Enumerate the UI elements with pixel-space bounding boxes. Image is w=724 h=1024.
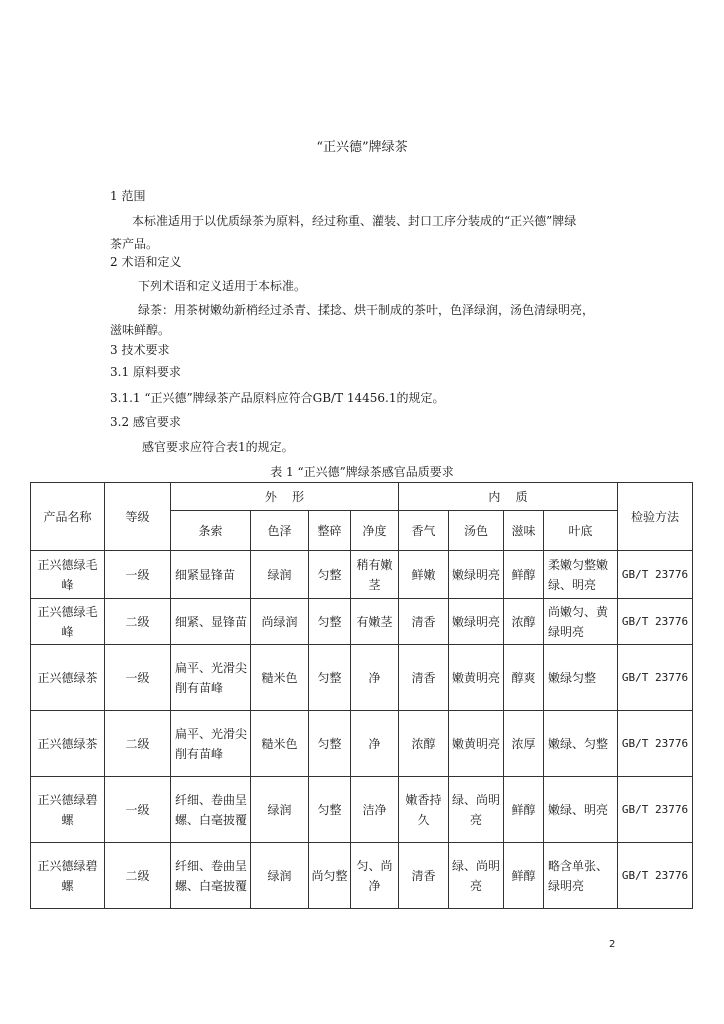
cell-yedi: 嫩绿、匀整 — [544, 711, 618, 777]
cell-jingdu: 洁净 — [351, 777, 399, 843]
header-ziwei: 滋味 — [504, 511, 544, 551]
cell-tiaosuo: 纤细、卷曲呈螺、白毫披覆 — [171, 777, 251, 843]
cell-jingdu: 净 — [351, 645, 399, 711]
cell-product: 正兴德绿茶 — [31, 645, 105, 711]
cell-zhengsui: 匀整 — [309, 645, 351, 711]
cell-method: GB/T 23776 — [618, 551, 693, 599]
header-zhengsui: 整碎 — [309, 511, 351, 551]
cell-jingdu: 匀、尚净 — [351, 843, 399, 909]
definition-line-2: 滋味鲜醇。 — [110, 323, 171, 337]
cell-tangse: 嫩黄明亮 — [449, 645, 504, 711]
page-number: 2 — [609, 939, 616, 950]
header-grade: 等级 — [105, 483, 171, 551]
document-title: “正兴德”牌绿茶 — [316, 140, 408, 155]
cell-grade: 一级 — [105, 645, 171, 711]
cell-sezhe: 绿润 — [251, 843, 309, 909]
section-3-heading: 3 技术要求 — [110, 343, 170, 357]
section-1-body-line-1: 本标准适用于以优质绿茶为原料，经过称重、灌装、封口工序分装成的“正兴德”牌绿 — [132, 214, 577, 228]
cell-ziwei: 鲜醇 — [504, 843, 544, 909]
section-3-1-1: 3.1.1 “正兴德”牌绿茶产品原料应符合GB/T 14456.1的规定。 — [110, 391, 445, 405]
header-inner-quality: 内 质 — [399, 483, 618, 511]
header-jingdu: 净度 — [351, 511, 399, 551]
cell-product: 正兴德绿茶 — [31, 711, 105, 777]
cell-tangse: 嫩黄明亮 — [449, 711, 504, 777]
cell-ziwei: 醇爽 — [504, 645, 544, 711]
cell-tiaosuo: 细紧显锋苗 — [171, 551, 251, 599]
header-sezhe: 色泽 — [251, 511, 309, 551]
cell-yedi: 柔嫩匀整嫩绿、明亮 — [544, 551, 618, 599]
cell-xiangqi: 浓醇 — [399, 711, 449, 777]
cell-yedi: 嫩绿匀整 — [544, 645, 618, 711]
cell-sezhe: 糙米色 — [251, 645, 309, 711]
cell-jingdu: 净 — [351, 711, 399, 777]
section-2-body: 下列术语和定义适用于本标准。 — [138, 279, 307, 293]
table-row — [31, 599, 693, 645]
table-row — [31, 645, 693, 711]
definition-line-1: 绿茶：用茶树嫩幼新梢经过杀青、揉捻、烘干制成的茶叶，色泽绿润，汤色清绿明亮， — [138, 303, 595, 317]
section-1-body-line-2: 茶产品。 — [110, 237, 159, 251]
section-3-1-heading: 3.1 原料要求 — [110, 365, 181, 379]
section-3-2-heading: 3.2 感官要求 — [110, 415, 181, 429]
cell-method: GB/T 23776 — [618, 711, 693, 777]
header-xiangqi: 香气 — [399, 511, 449, 551]
cell-jingdu: 有嫩茎 — [351, 599, 399, 645]
cell-sezhe: 绿润 — [251, 551, 309, 599]
cell-tiaosuo: 纤细、卷曲呈螺、白毫披覆 — [171, 843, 251, 909]
cell-product: 正兴德绿毛峰 — [31, 551, 105, 599]
table-row — [31, 711, 693, 777]
header-tangse: 汤色 — [449, 511, 504, 551]
header-appearance: 外 形 — [171, 483, 399, 511]
cell-yedi: 嫩绿、明亮 — [544, 777, 618, 843]
cell-tiaosuo: 扁平、光滑尖削有苗峰 — [171, 711, 251, 777]
cell-ziwei: 鲜醇 — [504, 551, 544, 599]
cell-ziwei: 浓厚 — [504, 711, 544, 777]
cell-grade: 二级 — [105, 711, 171, 777]
cell-tiaosuo: 细紧、显锋苗 — [171, 599, 251, 645]
cell-tiaosuo: 扁平、光滑尖削有苗峰 — [171, 645, 251, 711]
table-row — [31, 551, 693, 599]
cell-grade: 一级 — [105, 551, 171, 599]
cell-zhengsui: 匀整 — [309, 777, 351, 843]
sensory-requirements-table — [30, 482, 693, 909]
header-tiaosuo: 条索 — [171, 511, 251, 551]
cell-yedi: 尚嫩匀、黄绿明亮 — [544, 599, 618, 645]
cell-method: GB/T 23776 — [618, 599, 693, 645]
cell-method: GB/T 23776 — [618, 645, 693, 711]
cell-grade: 一级 — [105, 777, 171, 843]
cell-xiangqi: 清香 — [399, 843, 449, 909]
cell-tangse: 嫩绿明亮 — [449, 599, 504, 645]
cell-tangse: 绿、尚明亮 — [449, 843, 504, 909]
cell-zhengsui: 匀整 — [309, 711, 351, 777]
cell-zhengsui: 匀整 — [309, 599, 351, 645]
cell-product: 正兴德绿碧螺 — [31, 777, 105, 843]
cell-xiangqi: 嫩香持久 — [399, 777, 449, 843]
cell-ziwei: 鲜醇 — [504, 777, 544, 843]
header-product: 产品名称 — [31, 483, 105, 551]
cell-sezhe: 糙米色 — [251, 711, 309, 777]
section-1-heading: 1 范围 — [110, 189, 146, 203]
cell-method: GB/T 23776 — [618, 843, 693, 909]
cell-xiangqi: 鲜嫩 — [399, 551, 449, 599]
cell-grade: 二级 — [105, 599, 171, 645]
table-row — [31, 843, 693, 909]
header-method: 检验方法 — [618, 483, 693, 551]
cell-grade: 二级 — [105, 843, 171, 909]
cell-xiangqi: 清香 — [399, 599, 449, 645]
cell-tangse: 绿、尚明亮 — [449, 777, 504, 843]
cell-xiangqi: 清香 — [399, 645, 449, 711]
cell-tangse: 嫩绿明亮 — [449, 551, 504, 599]
cell-method: GB/T 23776 — [618, 777, 693, 843]
section-2-heading: 2 术语和定义 — [110, 255, 182, 269]
cell-yedi: 略含单张、绿明亮 — [544, 843, 618, 909]
cell-product: 正兴德绿碧螺 — [31, 843, 105, 909]
table-row — [31, 777, 693, 843]
cell-zhengsui: 尚匀整 — [309, 843, 351, 909]
cell-sezhe: 尚绿润 — [251, 599, 309, 645]
section-3-2-body: 感官要求应符合表1的规定。 — [142, 440, 294, 454]
cell-zhengsui: 匀整 — [309, 551, 351, 599]
header-yedi: 叶底 — [544, 511, 618, 551]
table-caption: 表 1 “正兴德”牌绿茶感官品质要求 — [270, 465, 454, 479]
cell-ziwei: 浓醇 — [504, 599, 544, 645]
cell-jingdu: 稍有嫩茎 — [351, 551, 399, 599]
cell-product: 正兴德绿毛峰 — [31, 599, 105, 645]
cell-sezhe: 绿润 — [251, 777, 309, 843]
